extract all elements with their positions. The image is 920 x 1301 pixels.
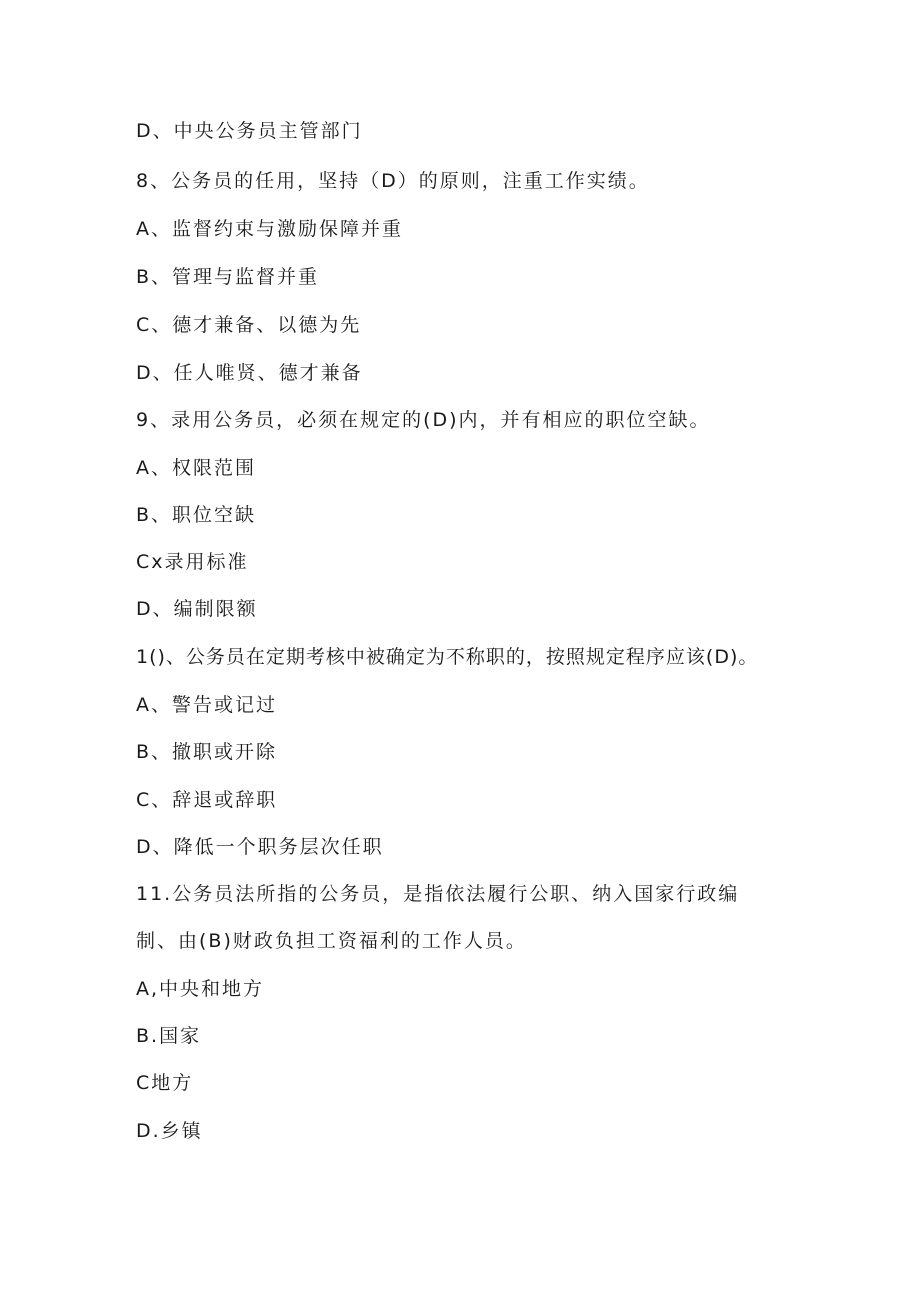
option-a-q11: A,中央和地方 <box>136 978 265 1000</box>
option-d-q8: D、任人唯贤、德才兼备 <box>136 362 363 384</box>
option-a-q10: A、警告或记过 <box>136 694 277 716</box>
option-d-q9: D、编制限额 <box>136 598 258 620</box>
question-11-line-1: 11.公务员法所指的公务员，是指依法履行公职、纳入国家行政编 <box>136 883 740 905</box>
question-11-line-2: 制、由(B)财政负担工资福利的工作人员。 <box>136 930 527 952</box>
option-a-q9: A、权限范围 <box>136 457 256 479</box>
question-9: 9、录用公务员，必须在规定的(D)内，并有相应的职位空缺。 <box>136 409 711 431</box>
option-b-q9: B、职位空缺 <box>136 504 257 526</box>
option-b-q11: B.国家 <box>136 1025 202 1047</box>
option-d-q7: D、中央公务员主管部门 <box>136 120 363 142</box>
option-a-q8: A、监督约束与激励保障并重 <box>136 218 403 240</box>
option-b-q10: B、撤职或开除 <box>136 741 278 763</box>
option-b-q8: B、管理与监督并重 <box>136 266 320 288</box>
question-8: 8、公务员的任用，坚持（D）的原则，注重工作实绩。 <box>136 170 650 192</box>
option-c-q10: C、辞退或辞职 <box>136 789 278 811</box>
option-c-q11: C地方 <box>136 1072 194 1094</box>
option-c-q8: C、德才兼备、以德为先 <box>136 314 362 336</box>
option-d-q11: D.乡镇 <box>136 1120 203 1142</box>
option-d-q10: D、降低一个职务层次任职 <box>136 836 384 858</box>
question-10: 1()、公务员在定期考核中被确定为不称职的，按照规定程序应该(D)。 <box>136 646 759 668</box>
option-c-q9: Cx录用标准 <box>136 551 249 573</box>
